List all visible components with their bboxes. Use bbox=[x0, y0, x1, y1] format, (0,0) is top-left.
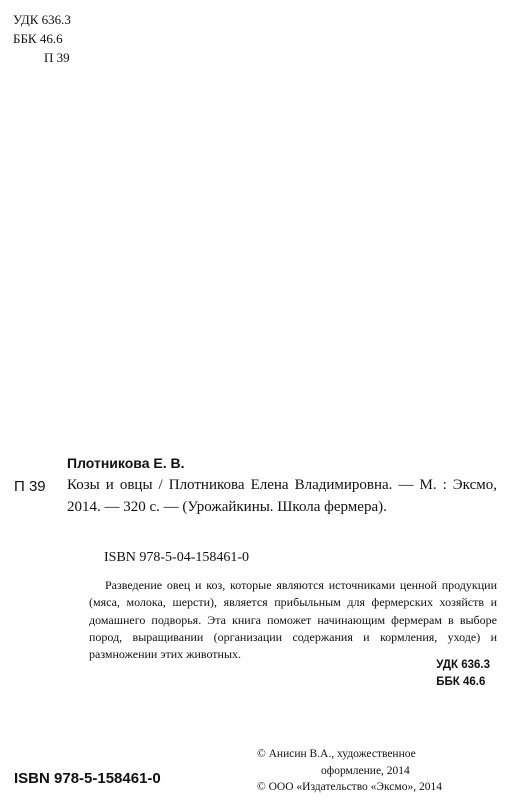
copyright-block bbox=[257, 746, 502, 796]
entry-author-sign: П 39 bbox=[14, 478, 46, 495]
copyright-illustrator-cont: оформление, 2014 bbox=[321, 764, 410, 777]
main-isbn: ISBN 978-5-158461-0 bbox=[14, 770, 161, 787]
author-sign: П 39 bbox=[44, 50, 70, 65]
author-name: Плотникова Е. В. bbox=[67, 455, 185, 471]
udk-code-right: УДК 636.3 bbox=[436, 659, 490, 671]
classification-codes bbox=[13, 10, 71, 67]
entry-isbn: ISBN 978-5-04-158461-0 bbox=[104, 550, 250, 565]
udk-code: УДК 636.3 bbox=[13, 12, 71, 27]
annotation-text: Разведение овец и коз, которые являются источниками ценной продукции (мяса, молока, шерсти), является прибыльным для фермерских хозяйств и домашнего подворья. Эта книга поможет начинающим фермерам в выборе пород, выращивании (организации содержания и кормления, уходе) и размножении этих животных. bbox=[89, 578, 497, 662]
classification-codes-right bbox=[436, 657, 490, 691]
bbk-code: ББК 46.6 bbox=[13, 31, 63, 46]
bibliographic-description: Козы и овцы / Плотникова Елена Владимировна. — М. : Эксмо, 2014. — 320 с. — (Урожайкины. Школа фермера). bbox=[67, 477, 497, 515]
copyright-illustrator: © Анисин В.А., художественное bbox=[257, 748, 416, 760]
bbk-code-right: ББК 46.6 bbox=[436, 676, 486, 688]
annotation bbox=[89, 577, 497, 663]
copyright-publisher: © ООО «Издательство «Эксмо», 2014 bbox=[257, 781, 442, 793]
